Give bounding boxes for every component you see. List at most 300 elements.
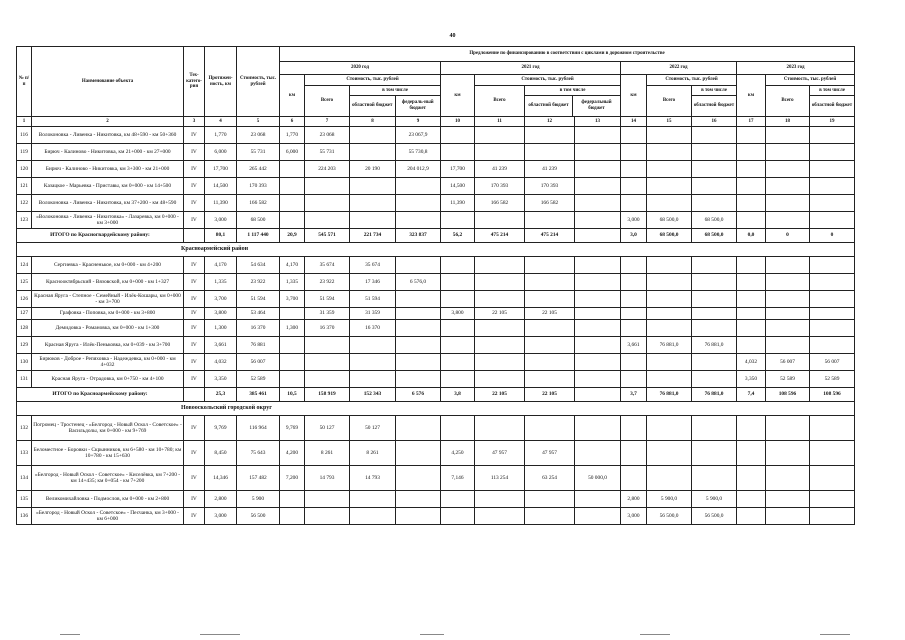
value-cell: [525, 144, 575, 161]
total-cell: 6 576: [396, 388, 441, 402]
header-regional: областной бюджет: [811, 103, 853, 109]
value-cell: 8 261: [350, 441, 396, 466]
value-cell: [396, 212, 441, 229]
value-cell: [350, 337, 396, 354]
value-cell: 75 643: [237, 441, 280, 466]
value-cell: [350, 354, 396, 371]
table-body: [17, 127, 855, 525]
value-cell: [647, 320, 692, 337]
value-cell: [621, 466, 647, 491]
value-cell: [280, 195, 305, 212]
value-cell: [305, 354, 350, 371]
value-cell: 31 359: [350, 308, 396, 320]
value-cell: [441, 320, 475, 337]
value-cell: [766, 320, 810, 337]
value-cell: 14 793: [350, 466, 396, 491]
value-cell: [525, 291, 575, 308]
value-cell: [441, 274, 475, 291]
value-cell: [396, 416, 441, 441]
value-cell: 3,700: [205, 291, 237, 308]
value-cell: 170 393: [475, 178, 525, 195]
value-cell: [396, 291, 441, 308]
value-cell: 56 500,0: [692, 508, 737, 525]
value-cell: [647, 354, 692, 371]
header-year: 2020 год: [280, 62, 441, 75]
value-cell: 23 067,9: [396, 127, 441, 144]
value-cell: [737, 441, 766, 466]
table-row: [17, 127, 855, 144]
value-cell: [350, 371, 396, 388]
total-row: [17, 229, 855, 243]
category-cell: IV: [184, 466, 205, 491]
value-cell: [525, 257, 575, 274]
value-cell: [280, 491, 305, 508]
category-cell: IV: [184, 161, 205, 178]
value-cell: [692, 416, 737, 441]
value-cell: 166 582: [475, 195, 525, 212]
value-cell: [525, 491, 575, 508]
value-cell: [305, 195, 350, 212]
value-cell: [305, 178, 350, 195]
total-cell: [184, 229, 205, 243]
row-number: 131: [17, 371, 32, 388]
value-cell: 54 634: [237, 257, 280, 274]
value-cell: 41 239: [525, 161, 575, 178]
value-cell: [396, 441, 441, 466]
object-name: «Волоконовка - Ливенка - Никитовка» - Лазаревка, км 0+000 - км 3+000: [32, 212, 184, 229]
value-cell: 1,335: [280, 274, 305, 291]
value-cell: [305, 508, 350, 525]
object-name: Волоконовка - Ливенка - Никитовка, км 37+200 - км 48+590: [32, 195, 184, 212]
value-cell: [575, 416, 621, 441]
value-cell: 11,390: [441, 195, 475, 212]
value-cell: 3,800: [441, 308, 475, 320]
value-cell: [621, 416, 647, 441]
value-cell: [441, 257, 475, 274]
value-cell: 3,000: [205, 508, 237, 525]
value-cell: 16 370: [237, 320, 280, 337]
row-number: 135: [17, 491, 32, 508]
value-cell: [350, 178, 396, 195]
value-cell: 1,300: [205, 320, 237, 337]
value-cell: 265 442: [237, 161, 280, 178]
value-cell: [575, 291, 621, 308]
value-cell: [525, 508, 575, 525]
header-incl-group: [692, 86, 737, 117]
value-cell: [280, 161, 305, 178]
column-index: 2: [32, 117, 184, 127]
value-cell: [737, 508, 766, 525]
value-cell: [575, 161, 621, 178]
value-cell: [692, 161, 737, 178]
financing-table: [16, 46, 855, 525]
category-cell: IV: [184, 416, 205, 441]
total-cell: 22 105: [475, 388, 525, 402]
value-cell: [766, 337, 810, 354]
value-cell: 170 393: [237, 178, 280, 195]
total-cell: 0: [810, 229, 855, 243]
value-cell: 51 594: [350, 291, 396, 308]
header-regional: областной бюджет: [693, 103, 735, 109]
table-row: [17, 491, 855, 508]
header-incl-group: [525, 86, 621, 117]
value-cell: [810, 257, 855, 274]
value-cell: [810, 178, 855, 195]
table-row: [17, 257, 855, 274]
value-cell: [647, 416, 692, 441]
object-name: Сергиевка - Красненькое, км 0+000 - км 4+200: [32, 257, 184, 274]
value-cell: [647, 195, 692, 212]
header-km: км: [737, 75, 766, 117]
value-cell: [396, 491, 441, 508]
category-cell: IV: [184, 178, 205, 195]
total-cell: 3,8: [441, 388, 475, 402]
row-number: 122: [17, 195, 32, 212]
value-cell: [647, 291, 692, 308]
value-cell: 68 500,0: [692, 212, 737, 229]
value-cell: 3,000: [621, 508, 647, 525]
object-name: Бирюч - Калиново - Никитовка, км 21+000 - км 27+000: [32, 144, 184, 161]
value-cell: [575, 491, 621, 508]
value-cell: [737, 274, 766, 291]
column-index: 1: [17, 117, 32, 127]
total-cell: 0,0: [737, 229, 766, 243]
value-cell: 76 881,0: [647, 337, 692, 354]
value-cell: [621, 144, 647, 161]
row-number: 127: [17, 308, 32, 320]
value-cell: 35 674: [350, 257, 396, 274]
value-cell: [575, 212, 621, 229]
value-cell: [280, 508, 305, 525]
value-cell: [621, 161, 647, 178]
value-cell: 14 793: [305, 466, 350, 491]
value-cell: [475, 274, 525, 291]
header-no: № п/п: [17, 47, 32, 117]
row-number: 124: [17, 257, 32, 274]
value-cell: [692, 274, 737, 291]
value-cell: [766, 441, 810, 466]
value-cell: 4,170: [280, 257, 305, 274]
value-cell: [692, 320, 737, 337]
header-proposal: Предложение по финансированию в соответствии с циклами в дорожном строительстве: [280, 47, 855, 62]
total-cell: 68 500,0: [692, 229, 737, 243]
value-cell: 52 589: [810, 371, 855, 388]
value-cell: 68 500,0: [647, 212, 692, 229]
value-cell: [766, 195, 810, 212]
table-row: [17, 212, 855, 229]
value-cell: [350, 127, 396, 144]
value-cell: [525, 416, 575, 441]
value-cell: [280, 212, 305, 229]
total-cell: 475 214: [525, 229, 575, 243]
value-cell: [575, 144, 621, 161]
header-km: км: [280, 75, 305, 117]
column-index: 4: [205, 117, 237, 127]
value-cell: [396, 257, 441, 274]
value-cell: [810, 337, 855, 354]
total-label: ИТОГО по Красногвардейскому району:: [17, 229, 184, 243]
value-cell: [737, 337, 766, 354]
region-cell: [17, 243, 855, 257]
value-cell: [766, 291, 810, 308]
total-cell: 68 500,0: [647, 229, 692, 243]
value-cell: [737, 320, 766, 337]
value-cell: [475, 291, 525, 308]
value-cell: 14,500: [441, 178, 475, 195]
row-number: 128: [17, 320, 32, 337]
category-cell: IV: [184, 257, 205, 274]
total-cell: 158 919: [305, 388, 350, 402]
row-number: 126: [17, 291, 32, 308]
value-cell: 3,800: [205, 308, 237, 320]
total-cell: 108 596: [766, 388, 810, 402]
value-cell: [647, 466, 692, 491]
value-cell: [575, 257, 621, 274]
value-cell: 50 127: [305, 416, 350, 441]
value-cell: [525, 274, 575, 291]
header-budget-split: [525, 96, 620, 116]
header-regional: областной бюджет: [350, 96, 396, 116]
value-cell: [810, 508, 855, 525]
value-cell: [692, 466, 737, 491]
value-cell: [621, 195, 647, 212]
column-index: 19: [810, 117, 855, 127]
column-index: 16: [692, 117, 737, 127]
total-cell: [575, 229, 621, 243]
value-cell: 3,661: [205, 337, 237, 354]
region-title: Красноармейский район: [181, 246, 249, 253]
value-cell: 1,770: [280, 127, 305, 144]
header-total: Всего: [766, 86, 810, 117]
value-cell: 14,500: [205, 178, 237, 195]
value-cell: 116 964: [237, 416, 280, 441]
value-cell: 56 500,0: [647, 508, 692, 525]
value-cell: [280, 178, 305, 195]
value-cell: [810, 308, 855, 320]
value-cell: [396, 371, 441, 388]
value-cell: [647, 178, 692, 195]
column-index: 7: [305, 117, 350, 127]
total-cell: 3,7: [621, 388, 647, 402]
value-cell: [810, 291, 855, 308]
column-index: 5: [237, 117, 280, 127]
value-cell: [525, 354, 575, 371]
total-cell: 221 734: [350, 229, 396, 243]
value-cell: [396, 337, 441, 354]
value-cell: [350, 212, 396, 229]
value-cell: [441, 491, 475, 508]
value-cell: [575, 508, 621, 525]
total-cell: 80,1: [205, 229, 237, 243]
value-cell: 63 254: [525, 466, 575, 491]
column-index: 3: [184, 117, 205, 127]
value-cell: [647, 441, 692, 466]
value-cell: [692, 127, 737, 144]
total-cell: 7,4: [737, 388, 766, 402]
value-cell: [575, 371, 621, 388]
value-cell: [525, 127, 575, 144]
table-header: [17, 47, 855, 127]
value-cell: 9,769: [280, 416, 305, 441]
scan-edge-line: [820, 634, 850, 635]
table-row: [17, 416, 855, 441]
table-row: [17, 291, 855, 308]
value-cell: 166 582: [525, 195, 575, 212]
column-index: 12: [525, 117, 575, 127]
object-name: Краснооктябрьский - Вязовской, км 0+000 - км 1+327: [32, 274, 184, 291]
header-incl: в том числе: [692, 86, 736, 96]
value-cell: [737, 308, 766, 320]
value-cell: 50 000,0: [575, 466, 621, 491]
value-cell: [441, 212, 475, 229]
value-cell: [692, 441, 737, 466]
value-cell: 4,200: [280, 441, 305, 466]
value-cell: 3,661: [621, 337, 647, 354]
category-cell: IV: [184, 127, 205, 144]
value-cell: [692, 291, 737, 308]
value-cell: [692, 195, 737, 212]
value-cell: [396, 508, 441, 525]
value-cell: [475, 337, 525, 354]
value-cell: 170 393: [525, 178, 575, 195]
row-number: 129: [17, 337, 32, 354]
value-cell: [647, 308, 692, 320]
value-cell: 113 254: [475, 466, 525, 491]
region-title: Новооскольский городской округ: [181, 405, 272, 412]
total-label: ИТОГО по Красноармейскому району:: [17, 388, 184, 402]
value-cell: 35 674: [305, 257, 350, 274]
value-cell: [525, 371, 575, 388]
value-cell: [575, 354, 621, 371]
value-cell: 51 594: [237, 291, 280, 308]
value-cell: 23 922: [237, 274, 280, 291]
value-cell: [575, 337, 621, 354]
value-cell: 47 957: [475, 441, 525, 466]
object-name: Красная Яруга - Отрадовка, км 0+750 - км 4+100: [32, 371, 184, 388]
value-cell: [810, 212, 855, 229]
object-name: Казацкое - Марьевка - Приставы, км 0+000 - км 14+500: [32, 178, 184, 195]
table-row: [17, 354, 855, 371]
value-cell: 2,800: [621, 491, 647, 508]
value-cell: [441, 354, 475, 371]
table-row: [17, 178, 855, 195]
value-cell: [441, 144, 475, 161]
value-cell: 17,700: [205, 161, 237, 178]
value-cell: [766, 491, 810, 508]
value-cell: [396, 466, 441, 491]
value-cell: [396, 195, 441, 212]
value-cell: 23 922: [305, 274, 350, 291]
value-cell: 22 105: [475, 308, 525, 320]
object-name: Погромец - Тростенец - «Белгород - Новый Оскол - Советское» - Васильдолы, км 0+000 - км 9+769: [32, 416, 184, 441]
table-row: [17, 274, 855, 291]
value-cell: [621, 291, 647, 308]
category-cell: IV: [184, 195, 205, 212]
value-cell: 41 239: [475, 161, 525, 178]
total-cell: 20,9: [280, 229, 305, 243]
value-cell: [525, 337, 575, 354]
header-budget-split: [350, 96, 440, 116]
value-cell: [396, 308, 441, 320]
header-incl-group: [350, 86, 441, 117]
value-cell: [621, 371, 647, 388]
region-row: [17, 402, 855, 416]
value-cell: 23 068: [305, 127, 350, 144]
value-cell: [280, 337, 305, 354]
value-cell: [575, 308, 621, 320]
value-cell: [475, 144, 525, 161]
value-cell: [692, 178, 737, 195]
value-cell: [692, 308, 737, 320]
value-cell: [475, 354, 525, 371]
value-cell: [692, 257, 737, 274]
value-cell: [441, 127, 475, 144]
value-cell: 16 370: [305, 320, 350, 337]
scan-edge-line: [420, 634, 444, 635]
value-cell: [475, 320, 525, 337]
value-cell: [810, 491, 855, 508]
header-km: км: [441, 75, 475, 117]
value-cell: [475, 508, 525, 525]
header-year: 2023 год: [737, 62, 855, 75]
object-name: Демидовка - Романовка, км 0+000 - км 1+300: [32, 320, 184, 337]
value-cell: [737, 127, 766, 144]
value-cell: 166 582: [237, 195, 280, 212]
value-cell: [810, 416, 855, 441]
region-cell: [17, 402, 855, 416]
row-number: 133: [17, 441, 32, 466]
value-cell: 20 190: [350, 161, 396, 178]
value-cell: [475, 371, 525, 388]
value-cell: [810, 466, 855, 491]
header-incl: в том числе: [810, 86, 854, 96]
value-cell: [647, 144, 692, 161]
header-cost-sub: Стоимость, тыс. рублей: [475, 75, 621, 86]
value-cell: 23 068: [237, 127, 280, 144]
table-row: [17, 508, 855, 525]
value-cell: [737, 466, 766, 491]
column-index: 18: [766, 117, 810, 127]
value-cell: 11,390: [205, 195, 237, 212]
total-cell: 545 571: [305, 229, 350, 243]
row-number: 134: [17, 466, 32, 491]
object-name: Великомихайловка - Подмослов, км 0+000 - км 2+800: [32, 491, 184, 508]
header-year: 2021 год: [441, 62, 621, 75]
value-cell: [621, 354, 647, 371]
value-cell: 68 500: [237, 212, 280, 229]
value-cell: [350, 144, 396, 161]
header-category: Тех-катего-рия: [184, 47, 205, 117]
row-number: 119: [17, 144, 32, 161]
value-cell: 1,335: [205, 274, 237, 291]
table-row: [17, 337, 855, 354]
category-cell: IV: [184, 212, 205, 229]
value-cell: [441, 291, 475, 308]
value-cell: [475, 416, 525, 441]
value-cell: [810, 127, 855, 144]
scan-edge-line: [60, 634, 80, 635]
value-cell: [810, 441, 855, 466]
category-cell: IV: [184, 354, 205, 371]
header-federal: федеральный бюджет: [581, 100, 612, 111]
category-cell: IV: [184, 491, 205, 508]
column-index: 6: [280, 117, 305, 127]
value-cell: 53 464: [237, 308, 280, 320]
total-cell: 76 881,0: [647, 388, 692, 402]
total-cell: 0: [766, 229, 810, 243]
total-cell: 323 837: [396, 229, 441, 243]
column-index: 9: [396, 117, 441, 127]
